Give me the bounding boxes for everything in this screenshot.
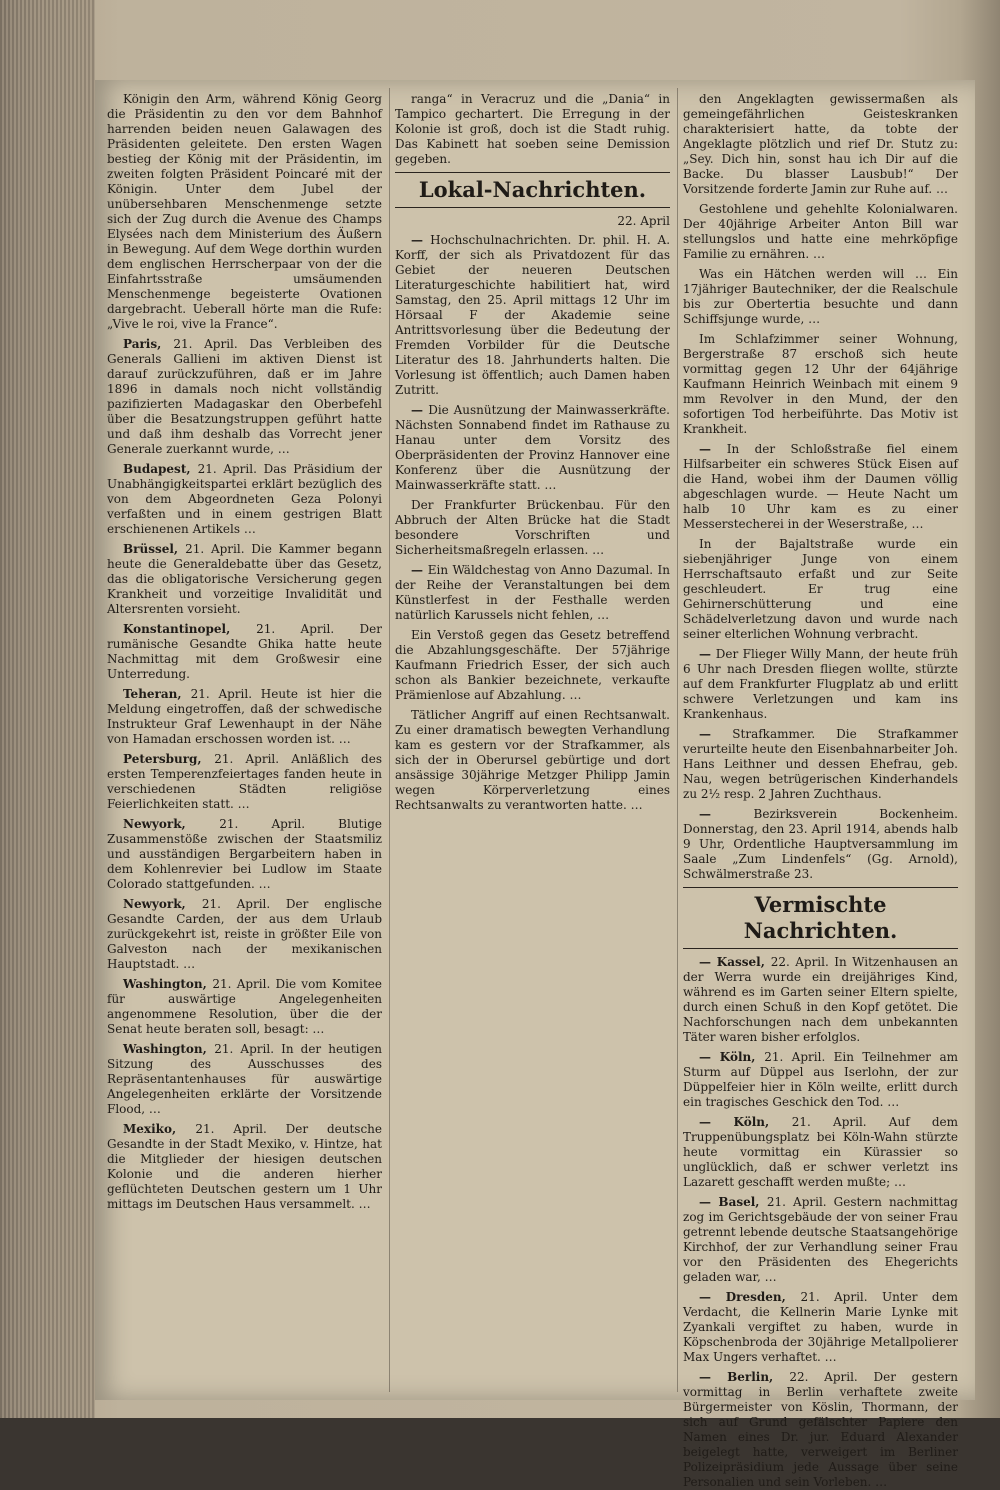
news-item-dateline: — — [699, 807, 754, 821]
newspaper-page — [95, 80, 975, 1489]
local-news-items — [395, 233, 670, 813]
news-item-text: 21. April. Ein Teilnehmer am Sturm auf Düppel aus Iserlohn, der zur Düppelfeier hier in Köln weilte, erlitt durch ein tragisches Geschick den Tod. … — [683, 1050, 958, 1109]
news-item — [107, 977, 382, 1037]
news-item-dateline: Konstantinopel, — [123, 622, 257, 636]
news-item-dateline: — Dresden, — [699, 1290, 801, 1304]
news-item — [683, 92, 958, 197]
news-item — [107, 92, 382, 332]
news-item-text: 21. April. Der rumänische Gesandte Ghika hatte heute Nachmittag mit dem Großwesir eine Unterredung. — [107, 622, 382, 681]
news-item-text: 21. April. Das Verbleiben des Generals Gallieni im aktiven Dienst ist darauf zurückzuführen, daß er im Jahre 1896 in damals noch nicht vollständig pazifizierten Madagaskar den Oberbefehl über die Besatzungstruppen geführt hatte und daß ihm deshalb das Vorrecht jener Generale zuerkannt wurde, … — [107, 337, 382, 456]
section-heading-local-news: Lokal-Nachrichten. — [395, 172, 670, 208]
news-item-text: 21. April. Das Präsidium der Unabhängigkeitspartei erklärt bezüglich des von dem Abgeordneten Geza Polonyi verfaßten und in einem gestrigen Blatt erschienenen Artikels … — [107, 462, 382, 536]
news-item-text: 21. April. Die vom Komitee für auswärtige Angelegenheiten angenommene Resolution, über die der Senat heute beraten soll, besagt: … — [107, 977, 382, 1036]
news-item-dateline: — — [411, 403, 429, 417]
news-item — [683, 1290, 958, 1365]
news-item — [395, 563, 670, 623]
news-item-text: 21. April. Der englische Gesandte Carden, der aus dem Urlaub zurückgekehrt ist, reiste in größter Eile von Galveston nach der mexikanischen Hauptstadt. … — [107, 897, 382, 971]
news-item — [683, 202, 958, 262]
news-item — [395, 628, 670, 703]
news-item-text: 21. April. Der deutsche Gesandte in der Stadt Mexiko, v. Hintze, hat die Mitglieder der hiesigen deutschen Kolonie und die anderen hierher geflüchteten Deutschen gestern um 1 Uhr mittags im Deutschen Haus versammelt. … — [107, 1122, 382, 1211]
news-item-text: Der Frankfurter Brückenbau. Für den Abbruch der Alten Brücke hat die Stadt besondere Vorschriften und Sicherheitsmaßregeln erlassen. … — [395, 498, 670, 557]
news-item-dateline: Newyork, — [123, 897, 202, 911]
news-item — [683, 727, 958, 802]
misc-news-items — [683, 955, 958, 1490]
news-item — [107, 542, 382, 617]
news-item-text: Hochschulnachrichten. Dr. phil. H. A. Korff, der sich als Privatdozent für das Gebiet der neueren Deutschen Literaturgeschichte habilitiert hat, wird Samstag, den 25. April mittags 12 Uhr im Hörsaal F der Akademie seine Antrittsvorlesung über die Bedeutung der Fremden Vorbilder für die Deutsche Literatur des 18. Jahrhunderts halten. Die Vorlesung ist öffentlich; auch Damen haben Zutritt. — [395, 233, 671, 397]
news-item-text: Der Flieger Willy Mann, der heute früh 6 Uhr nach Dresden fliegen wollte, stürzte auf dem Frankfurter Flugplatz ab und erlitt schwere Verletzungen und kam ins Krankenhaus. — [683, 647, 958, 721]
news-item-text: Königin den Arm, während König Georg die Präsidentin zu den vor dem Bahnhof harrenden beiden neuen Galawagen des Präsidenten geleitete. Den ersten Wagen bestieg der König mit der Präsidentin, im zweiten folgten Präsident Poincaré mit der Königin. Unter dem Jubel der unübersehbaren Menschenmenge setzte sich der Zug durch die Avenue des Champs Elysées nach dem Ministerium des Äußern in Bewegung. Auf dem Wege dorthin wurden dem englischen Herrscherpaar von der die Einfahrtsstraße umsäumenden Menschenmenge begeisterte Ovationen dargebracht. Ueberall hörte man die Rufe: „Vive le roi, vive la France“. — [107, 92, 382, 331]
news-item-text: den Angeklagten gewissermaßen als gemeingefährlichen Geisteskranken charakterisiert hatte, da tobte der Angeklagte plötzlich und rief Dr. Stutz zu: „Sey. Dich hin, sonst hau ich Dir auf die Backe. Du blasser Lausbub!“ Der Vorsitzende forderte Jamin zur Ruhe auf. … — [683, 92, 958, 196]
news-item — [107, 897, 382, 972]
news-item-dateline: — — [699, 442, 727, 456]
news-item-text: In der Schloßstraße fiel einem Hilfsarbeiter ein schweres Stück Eisen auf die Hand, wobei ihm der Daumen völlig abgeschlagen wurde. — Heute Nacht um halb 10 Uhr kam es zu einer Messerstecherei in der Weserstraße, … — [683, 442, 958, 531]
column-2 — [395, 92, 670, 1388]
news-item-text: 21. April. Unter dem Verdacht, die Kellnerin Marie Lynke mit Zyankali vergiftet zu haben, wurde in Köpschenbroda der 30jährige Metallpolierer Max Ungers verhaftet. … — [683, 1290, 959, 1364]
news-item — [683, 267, 958, 327]
news-item — [107, 462, 382, 537]
news-item-text: Ein Verstoß gegen das Gesetz betreffend die Abzahlungsgeschäfte. Der 57jährige Kaufmann Friedrich Esser, der sich auch schon als Bankier bezeichnete, verkaufte Prämienlose auf Abzahlung. … — [395, 628, 670, 702]
news-item — [683, 537, 958, 642]
news-item-text: 21. April. Gestern nachmittag zog im Gerichtsgebäude der von seiner Frau getrennt lebende deutsche Staatsangehörige Kirchhof, der zur Verhandlung seiner Frau vor den Präsidenten des Ehegerichts geladen war, … — [683, 1195, 958, 1284]
news-item-text: Gestohlene und gehehlte Kolonialwaren. Der 40jährige Arbeiter Anton Bill war stellungslos und hatte eine mehrköpfige Familie zu ernähren. … — [683, 202, 958, 261]
news-item-text: 21. April. In der heutigen Sitzung des Ausschusses des Repräsentantenhauses für auswärtige Angelegenheiten erklärte der Vorsitzende Flood, … — [107, 1042, 382, 1116]
news-item-dateline: — Kassel, — [699, 955, 771, 969]
news-item-dateline: — Köln, — [699, 1115, 792, 1129]
article-continuation: ranga“ in Veracruz und die „Dania“ in Tampico gechartert. Die Erregung in der Kolonie ist groß, doch ist die Stadt ruhig. Das Kabinett hat soeben seine Demission gegeben. — [395, 92, 670, 166]
news-item — [683, 647, 958, 722]
news-item-text: Die Ausnützung der Mainwasserkräfte. Nächsten Sonnabend findet im Rathause zu Hanau unter dem Vorsitz des Oberpräsidenten der Provinz Hannover eine Konferenz über die Ausnützung der Mainwasserkräfte statt. … — [395, 403, 670, 492]
news-item-dateline: — Berlin, — [699, 1370, 790, 1384]
news-item-text: 21. April. Anläßlich des ersten Temperenzfeiertages fanden heute in verschiedenen Städten religiöse Feierlichkeiten statt. … — [107, 752, 382, 811]
news-item-dateline: — — [411, 563, 428, 577]
column-1 — [107, 92, 382, 1388]
news-item-text: Tätlicher Angriff auf einen Rechtsanwalt. Zu einer dramatisch bewegten Verhandlung kam es gestern vor der Strafkammer, als sich der in Oberursel gebürtige und dort ansässige 30jährige Metzger Philipp Jamin wegen Körperverletzung eines Rechtsanwalts zu verantworten hatte. … — [395, 708, 670, 812]
news-item — [107, 752, 382, 812]
news-item-text: 22. April. Der gestern vormittag in Berlin verhaftete zweite Bürgermeister von Köslin, Thormann, der sich auf Grund gefälschter Papiere den Namen eines Dr. jur. Eduard Alexander beigelegt hatte, verweigert im Berliner Polizeipräsidium jede Aussage über seine Personalien und sein Vorleben. … — [683, 1370, 958, 1489]
news-item-text: Im Schlafzimmer seiner Wohnung, Bergerstraße 87 erschoß sich heute vormittag gegen 12 Uhr der 64jährige Kaufmann Heinrich Weinbach mit einem 9 mm Revolver in den Mund, der den sofortigen Tod herbeiführte. Das Motiv ist Krankheit. — [683, 332, 958, 436]
news-item — [395, 403, 670, 493]
column-3 — [683, 92, 959, 1489]
news-item-dateline: — — [411, 233, 431, 247]
news-item-text: 21. April. Auf dem Truppenübungsplatz bei Köln-Wahn stürzte heute vormittag ein Kürassier so unglücklich, daß er schwer verletzt ins Lazarett geschafft werden mußte; … — [683, 1115, 958, 1189]
news-item — [107, 622, 382, 682]
news-item — [395, 708, 670, 813]
news-item — [107, 687, 382, 747]
news-item — [683, 332, 958, 437]
news-item-text: Was ein Hätchen werden will … Ein 17jähriger Bautechniker, der die Realschule bis zur Obertertia besuchte und dann Schiffsjunge wurde, … — [683, 267, 958, 326]
news-item — [683, 1195, 958, 1285]
news-item-text: Bezirksverein Bockenheim. Donnerstag, den 23. April 1914, abends halb 9 Uhr, Ordentliche Hauptversammlung im Saale „Zum Lindenfels“ (Gg. Arnold), Schwälmerstraße 23. — [683, 807, 958, 881]
news-item — [395, 498, 670, 558]
news-item-dateline: — — [699, 727, 733, 741]
local-news-items-continued — [683, 92, 958, 882]
news-item-dateline: Teheran, — [123, 687, 191, 701]
news-item-dateline: — Basel, — [699, 1195, 767, 1209]
column-rule — [677, 88, 678, 1392]
book-page-edges — [0, 0, 95, 1418]
news-item-dateline: Brüssel, — [123, 542, 186, 556]
news-item-text: 21. April. Blutige Zusammenstöße zwischen der Staatsmiliz und ausständigen Bergarbeitern haben in dem Kohlenrevier bei Ludlow im Staate Colorado stattgefunden. … — [107, 817, 382, 891]
news-item — [107, 337, 382, 457]
news-item-dateline: Paris, — [123, 337, 174, 351]
news-item-text: 21. April. Heute ist hier die Meldung eingetroffen, daß der schwedische Instrukteur Graf Lewenhaupt in der Nähe von Hamadan erschossen worden ist. … — [107, 687, 382, 746]
news-item — [683, 955, 958, 1045]
news-item — [107, 817, 382, 892]
column-rule — [389, 88, 390, 1392]
news-item-dateline: Washington, — [123, 977, 213, 991]
news-item — [107, 1042, 382, 1117]
news-item-text: Strafkammer. Die Strafkammer verurteilte heute den Eisenbahnarbeiter Joh. Hans Leithner und dessen Ehefrau, geb. Nau, wegen betrügerischen Kinderhandels zu 2½ resp. 2 Jahren Zuchthaus. — [683, 727, 958, 801]
section-date: 22. April — [617, 214, 670, 228]
news-item-dateline: — Köln, — [699, 1050, 765, 1064]
news-item — [395, 233, 670, 398]
news-item-dateline: Washington, — [123, 1042, 215, 1056]
news-item-dateline: Newyork, — [123, 817, 220, 831]
news-item — [107, 1122, 382, 1212]
news-item-text: Ein Wäldchestag von Anno Dazumal. In der Reihe der Veranstaltungen bei dem Künstlerfest in der Festhalle werden natürlich Karussels nicht fehlen, … — [395, 563, 670, 622]
news-item-text: 21. April. Die Kammer begann heute die Generaldebatte über das Gesetz, das die obligatorische Versicherung gegen Krankheit und vorzeitige Invalidität und Altersrenten vorsieht. — [107, 542, 382, 616]
section-heading-misc-news: Vermischte Nachrichten. — [683, 887, 958, 949]
news-item-text: In der Bajaltstraße wurde ein siebenjähriger Junge von einem Herrschaftsauto erfaßt und zur Seite geschleudert. Er trug eine Gehirnerschütterung und eine Schädelverletzung davon und wurde nach seiner elterlichen Wohnung verbracht. — [683, 537, 958, 641]
news-item-dateline: Mexiko, — [123, 1122, 196, 1136]
news-item — [683, 1050, 958, 1110]
news-item — [683, 1370, 958, 1490]
news-item-dateline: Petersburg, — [123, 752, 215, 766]
news-item-dateline: — — [699, 647, 716, 661]
news-item-text: 22. April. In Witzenhausen an der Werra wurde ein dreijähriges Kind, während es im Garten seiner Eltern spielte, durch einen Schuß in den Kopf getötet. Die Nachforschungen nach dem unbekannten Täter waren bisher erfolglos. — [683, 955, 958, 1044]
news-item-dateline: Budapest, — [123, 462, 198, 476]
news-item — [683, 807, 958, 882]
news-item — [683, 1115, 958, 1190]
news-item — [683, 442, 958, 532]
